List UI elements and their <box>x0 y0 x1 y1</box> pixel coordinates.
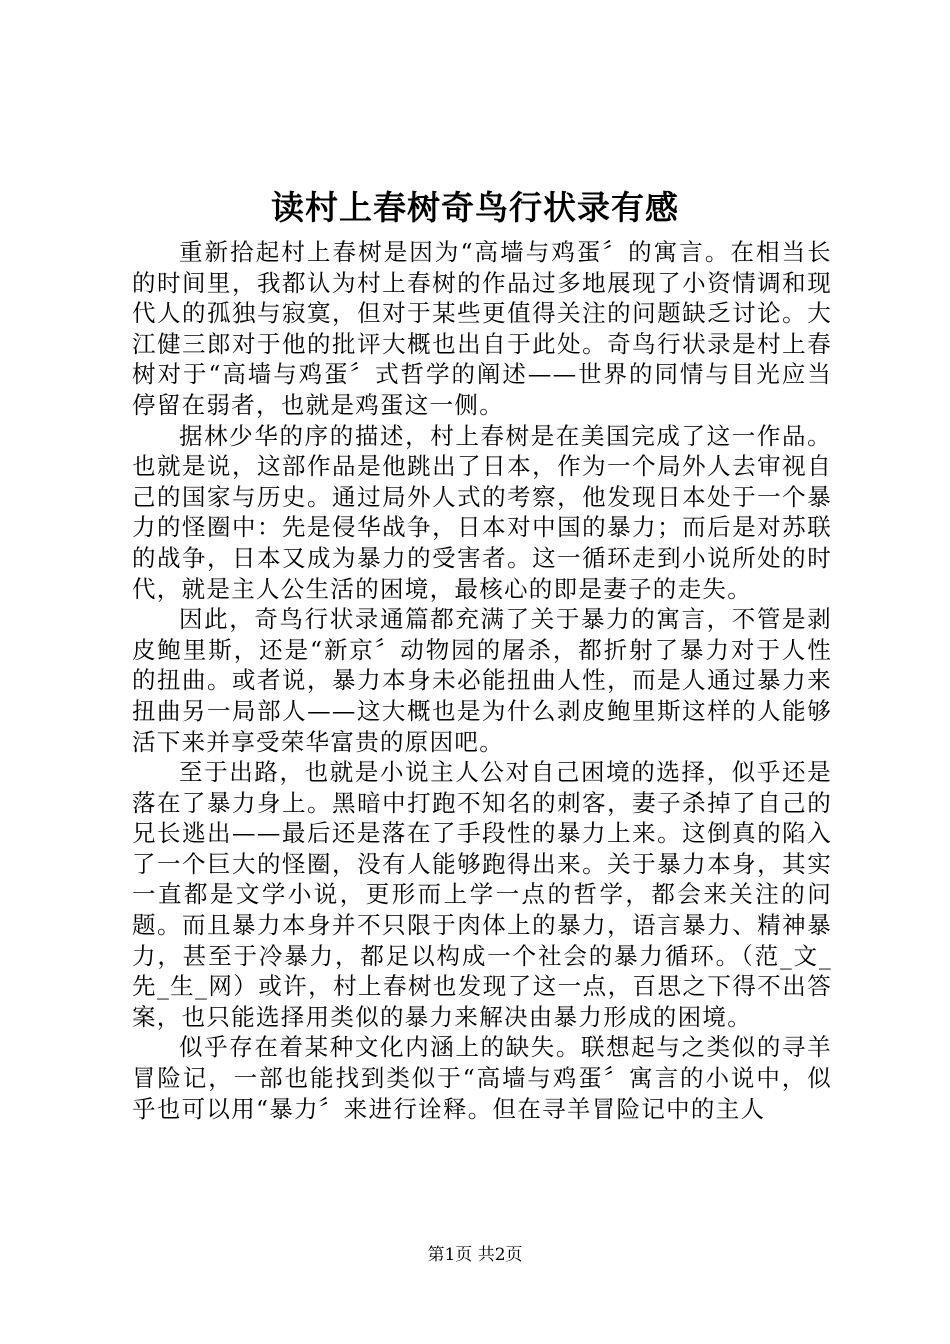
paragraph-3: 因此，奇鸟行状录通篇都充满了关于暴力的寓言，不管是剥皮鲍里斯，还是“新京〞动物园的屠杀，都折射了暴力对于人性的扭曲。或者说，暴力本身未必能扭曲人性，而是人通过暴力来扭曲另一局部人——这大概也是为什么剥皮鲍里斯这样的人能够活下来并享受荣华富贵的原因吧。 <box>132 605 832 756</box>
page-number-footer: 第1页 共2页 <box>427 1245 523 1265</box>
paragraph-5: 似乎存在着某种文化内涵上的缺失。联想起与之类似的寻羊冒险记，一部也能找到类似于“高墙与鸡蛋〞寓言的小说中，似乎也可以用“暴力〞来进行诠释。但在寻羊冒险记中的主人 <box>132 1033 832 1123</box>
paragraph-1: 重新拾起村上春树是因为“高墙与鸡蛋〞的寓言。在相当长的时间里，我都认为村上春树的作品过多地展现了小资情调和现代人的孤独与寂寞，但对于某些更值得关注的问题缺乏讨论。大江健三郎对于他的批评大概也出自于此处。奇鸟行状录是村上春树对于“高墙与鸡蛋〞式哲学的阐述——世界的同情与目光应当停留在弱者，也就是鸡蛋这一侧。 <box>132 238 832 419</box>
document-title: 读村上春树奇鸟行状录有感 <box>271 188 679 227</box>
paragraph-2: 据林少华的序的描述，村上春树是在美国完成了这一作品。也就是说，这部作品是他跳出了日本，作为一个局外人去审视自己的国家与历史。通过局外人式的考察，他发现日本处于一个暴力的怪圈中：先是侵华战争，日本对中国的暴力；而后是对苏联的战争，日本又成为暴力的受害者。这一循环走到小说所处的时代，就是主人公生活的困境，最核心的即是妻子的走失。 <box>132 421 832 603</box>
document-body <box>132 237 832 1124</box>
paragraph-4: 至于出路，也就是小说主人公对自己困境的选择，似乎还是落在了暴力身上。黑暗中打跑不知名的刺客，妻子杀掉了自己的兄长逃出——最后还是落在了手段性的暴力上来。这倒真的陷入了一个巨大的怪圈，没有人能够跑得出来。关于暴力本身，其实一直都是文学小说，更形而上学一点的哲学，都会来关注的问题。而且暴力本身并不只限于肉体上的暴力，语言暴力、精神暴力，甚至于冷暴力，都足以构成一个社会的暴力循环。（范_文_先_生_网）或许，村上春树也发现了这一点，百思之下得不出答案，也只能选择用类似的暴力来解决由暴力形成的困境。 <box>132 758 832 1031</box>
